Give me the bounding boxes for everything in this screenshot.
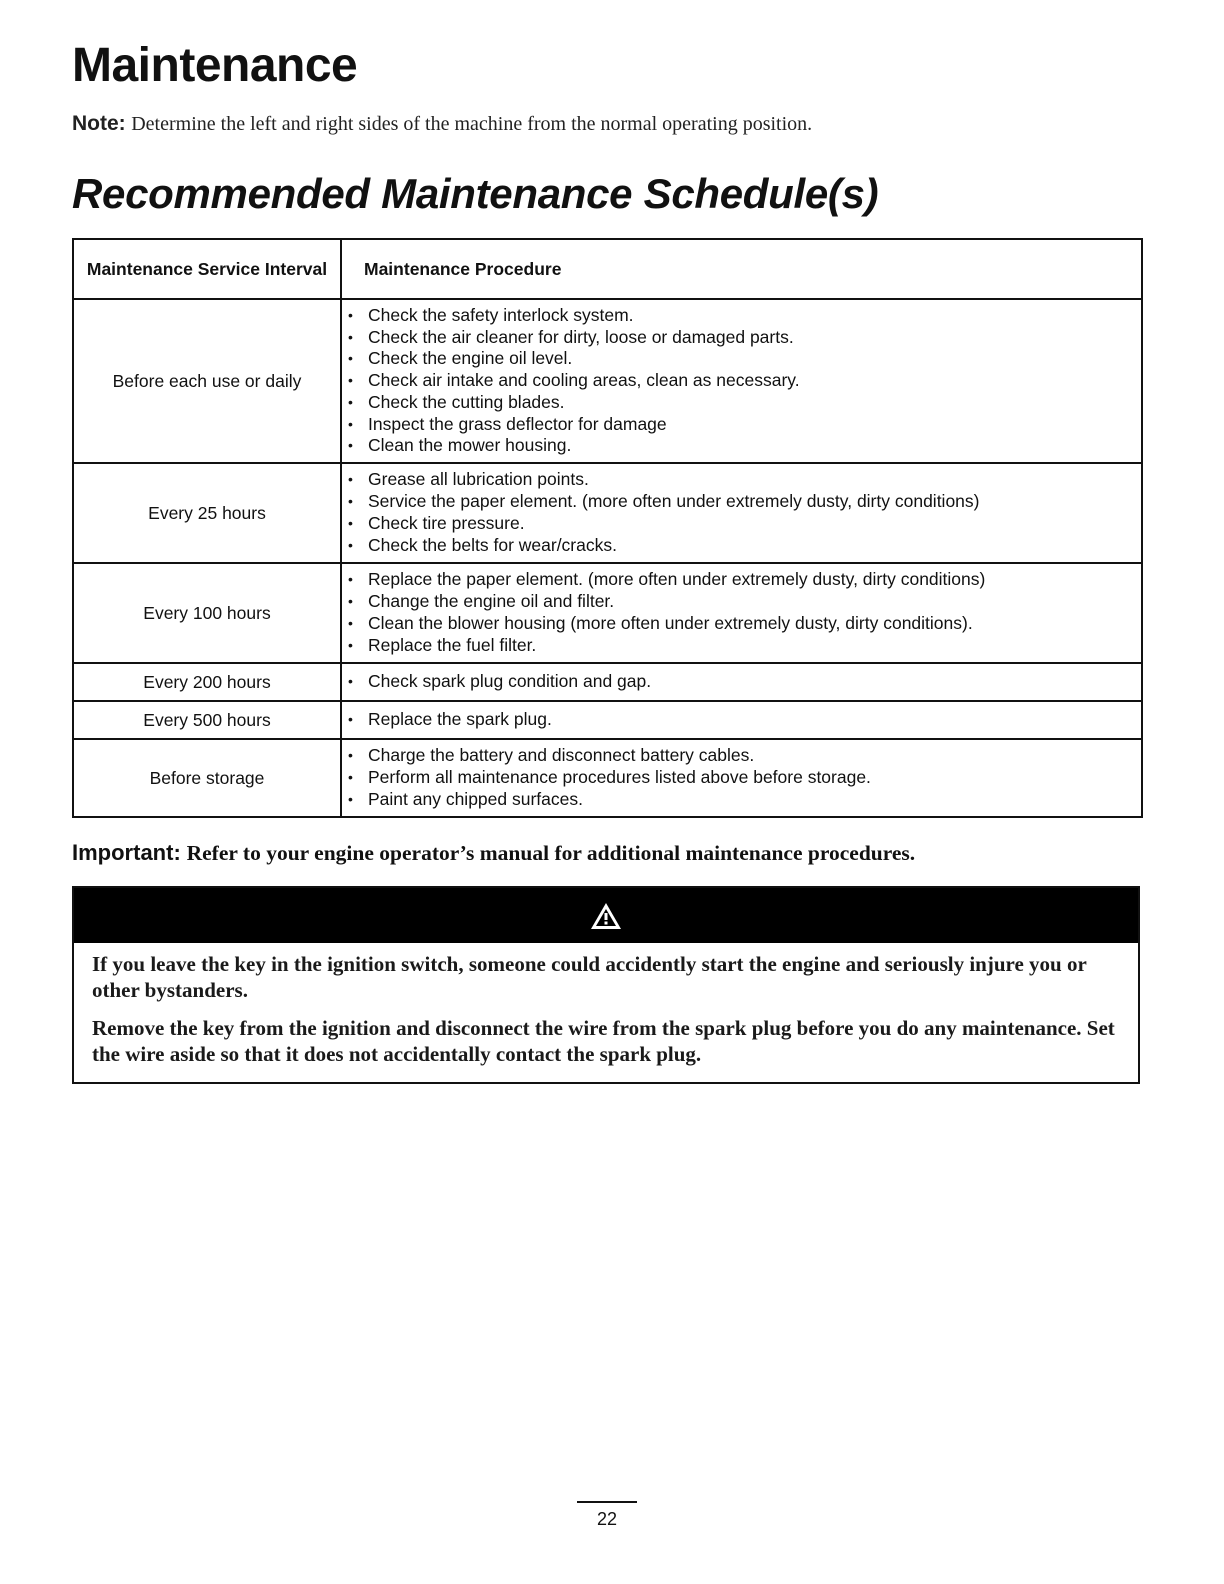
- warning-triangle-icon: [590, 902, 622, 930]
- procedure-item: [342, 370, 1141, 392]
- table-row: [73, 299, 1142, 463]
- warning-box: [72, 886, 1140, 1084]
- header-procedure: Maintenance Procedure: [341, 239, 1142, 299]
- table-header-row: [73, 239, 1142, 299]
- bullet-icon: •: [348, 747, 353, 764]
- section-title: Recommended Maintenance Schedule(s): [72, 170, 879, 217]
- procedure-list: [342, 671, 1141, 693]
- procedure-text: Check the cutting blades.: [368, 391, 565, 412]
- bullet-icon: •: [348, 328, 353, 345]
- procedure-text: Replace the fuel filter.: [368, 634, 537, 655]
- procedure-list: [342, 709, 1141, 731]
- bullet-icon: •: [348, 372, 353, 389]
- bullet-icon: •: [348, 673, 353, 690]
- schedule-body: [73, 299, 1142, 817]
- bullet-icon: •: [348, 306, 353, 323]
- bullet-icon: •: [348, 636, 353, 653]
- note-text: Determine the left and right sides of the machine from the normal operating position.: [131, 113, 813, 135]
- procedure-cell: [341, 299, 1142, 463]
- procedure-text: Check air intake and cooling areas, clean as necessary.: [368, 370, 800, 391]
- procedure-text: Check tire pressure.: [368, 513, 525, 533]
- procedure-item: [342, 569, 1141, 591]
- bullet-icon: •: [348, 615, 353, 631]
- table-row: [73, 701, 1142, 739]
- interval-cell: Every 25 hours: [73, 463, 341, 563]
- procedure-cell: [341, 701, 1142, 739]
- procedure-cell: [341, 739, 1142, 817]
- procedure-item: [342, 305, 1141, 327]
- procedure-text: Change the engine oil and filter.: [368, 591, 615, 612]
- procedure-item: [342, 745, 1141, 767]
- note: [72, 110, 1152, 138]
- procedure-item: [342, 392, 1141, 414]
- procedure-text: Grease all lubrication points.: [368, 469, 589, 490]
- procedure-text: Paint any chipped surfaces.: [368, 788, 583, 809]
- bullet-icon: •: [348, 393, 353, 410]
- procedure-item: [342, 709, 1141, 731]
- bullet-icon: •: [348, 437, 353, 454]
- interval-cell: Every 100 hours: [73, 563, 341, 663]
- maintenance-schedule-table: [72, 238, 1143, 818]
- procedure-item: [342, 767, 1141, 789]
- bullet-icon: •: [348, 471, 353, 488]
- important-label: Important:: [72, 840, 181, 865]
- bullet-icon: •: [348, 536, 353, 553]
- procedure-cell: [341, 463, 1142, 563]
- procedure-text: Clean the blower housing (more often under extremely dusty, dirty conditions).: [368, 613, 973, 633]
- bullet-icon: •: [348, 711, 353, 728]
- procedure-item: [342, 435, 1141, 457]
- warning-paragraph: If you leave the key in the ignition switch, someone could accidently start the engine and seriously injure you or other bystanders.: [92, 952, 1087, 1002]
- procedure-item: [342, 535, 1141, 557]
- interval-cell: Before storage: [73, 739, 341, 817]
- bullet-icon: •: [348, 350, 353, 367]
- interval-cell: Every 500 hours: [73, 701, 341, 739]
- bullet-icon: •: [348, 790, 353, 807]
- procedure-text: Replace the spark plug.: [368, 709, 552, 730]
- procedure-text: Replace the paper element. (more often under extremely dusty, dirty conditions): [368, 569, 986, 590]
- warning-header: [74, 888, 1138, 943]
- procedure-text: Charge the battery and disconnect battery cables.: [368, 745, 755, 766]
- procedure-text: Check spark plug condition and gap.: [368, 671, 652, 692]
- procedure-item: [342, 671, 1141, 693]
- procedure-item: [342, 414, 1141, 436]
- procedure-list: [342, 745, 1141, 810]
- procedure-text: Check the air cleaner for dirty, loose or damaged parts.: [368, 326, 794, 347]
- procedure-cell: [341, 663, 1142, 701]
- procedure-item: [342, 491, 1141, 513]
- procedure-text: Check the belts for wear/cracks.: [368, 534, 617, 555]
- page-number: 22: [577, 1501, 637, 1530]
- bullet-icon: •: [348, 415, 353, 432]
- warning-paragraph: Remove the key from the ignition and disconnect the wire from the spark plug before you do any maintenance. Set the wire aside so that it does not accidentally contact the spark plug.: [92, 1016, 1115, 1066]
- procedure-item: [342, 348, 1141, 370]
- table-row: [73, 663, 1142, 701]
- procedure-item: [342, 591, 1141, 613]
- header-interval: Maintenance Service Interval: [73, 239, 341, 299]
- procedure-item: [342, 789, 1141, 811]
- procedure-list: [342, 569, 1141, 656]
- procedure-text: Inspect the grass deflector for damage: [368, 413, 667, 434]
- warning-body: [74, 943, 1138, 1067]
- page-title: Maintenance: [72, 39, 358, 92]
- procedure-text: Service the paper element. (more often under extremely dusty, dirty conditions): [368, 491, 980, 512]
- table-row: [73, 739, 1142, 817]
- procedure-item: [342, 327, 1141, 349]
- note-label: Note:: [72, 112, 126, 135]
- bullet-icon: •: [348, 571, 353, 588]
- interval-cell: Before each use or daily: [73, 299, 341, 463]
- procedure-text: Check the safety interlock system.: [368, 304, 634, 325]
- bullet-icon: •: [348, 515, 353, 531]
- procedure-text: Clean the mower housing.: [368, 435, 572, 456]
- procedure-item: [342, 513, 1141, 535]
- procedure-list: [342, 305, 1141, 458]
- table-row: [73, 463, 1142, 563]
- bullet-icon: •: [348, 593, 353, 610]
- table-row: [73, 563, 1142, 663]
- interval-cell: Every 200 hours: [73, 663, 341, 701]
- procedure-item: [342, 635, 1141, 657]
- procedure-cell: [341, 563, 1142, 663]
- important-note: [72, 838, 1152, 869]
- procedure-item: [342, 469, 1141, 491]
- bullet-icon: •: [348, 769, 353, 786]
- procedure-item: [342, 613, 1141, 635]
- procedure-text: Perform all maintenance procedures listed above before storage.: [368, 767, 871, 788]
- procedure-text: Check the engine oil level.: [368, 348, 573, 369]
- bullet-icon: •: [348, 493, 353, 510]
- procedure-list: [342, 469, 1141, 556]
- important-text: Refer to your engine operator’s manual for additional maintenance procedures.: [186, 841, 916, 865]
